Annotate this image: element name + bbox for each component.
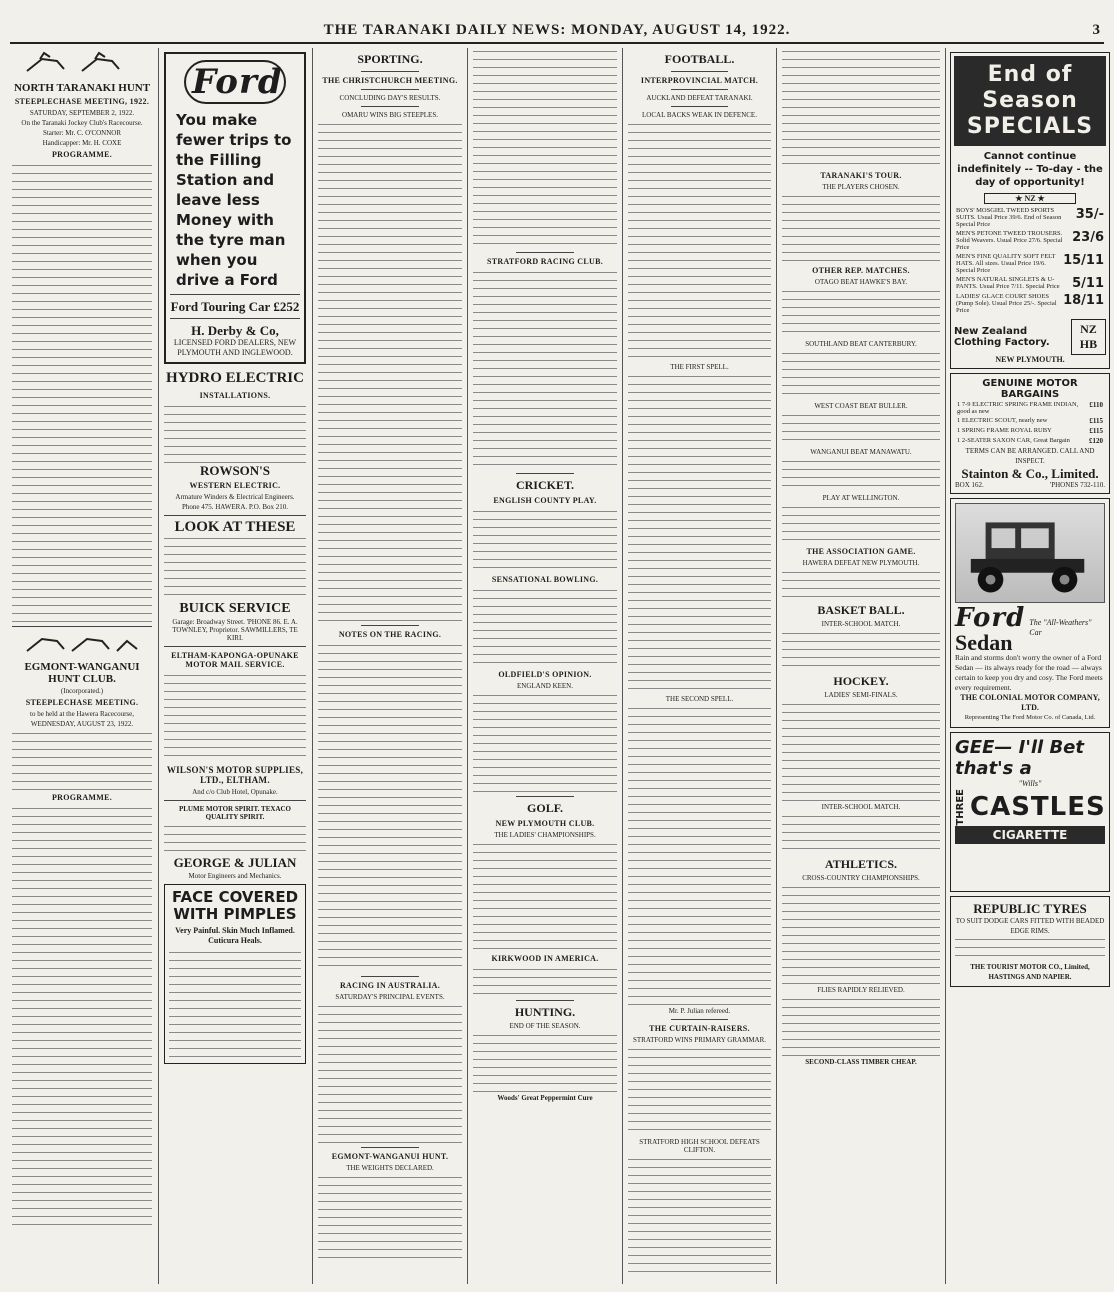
eos-item <box>954 229 1106 252</box>
plume-heading: PLUME MOTOR SPIRIT. TEXACO QUALITY SPIRIT. <box>178 805 291 821</box>
eos-item <box>954 275 1106 292</box>
flies-heading: FLIES RAPIDLY RELIEVED. <box>817 986 905 994</box>
gee-text: GEE— I'll Bet that's a <box>955 737 1084 779</box>
bargain-price: £120 <box>1089 437 1103 445</box>
republic-sub: TO SUIT DODGE CARS FITTED WITH BEADED EDGE RIMS. <box>955 917 1105 935</box>
rowson-contact: Phone 475. HAWERA. P.O. Box 210. <box>182 503 288 511</box>
ford-logo: Ford <box>184 60 286 104</box>
eos-item-label: BOYS' MOSGIEL TWEED SPORTS SUITS. Usual Price 39/6. End of Season Special Price <box>956 207 1062 228</box>
bargain-item <box>955 400 1105 416</box>
terms: TERMS CAN BE ARRANGED. CALL AND INSPECT. <box>965 447 1095 465</box>
page-number: 3 <box>1092 22 1100 38</box>
school-match-report <box>628 1156 771 1276</box>
wilson-sub: And c/o Club Hotel, Opunake. <box>192 788 278 796</box>
bargain-list <box>955 400 1105 446</box>
bargain-price: £115 <box>1089 427 1103 435</box>
tour-heading: TARANAKI'S TOUR. <box>820 171 902 180</box>
column-sporting <box>318 48 462 1284</box>
george-sub: Motor Engineers and Mechanics. <box>188 872 282 880</box>
column-football <box>628 48 771 1284</box>
column-large-ads <box>950 48 1110 1284</box>
golf-report <box>473 841 617 951</box>
stratford-wins-heading: STRATFORD WINS PRIMARY GRAMMAR. <box>632 1036 767 1044</box>
wellington-heading: PLAY AT WELLINGTON. <box>822 494 900 502</box>
christchurch-report <box>318 121 462 621</box>
end-season-heading: END OF THE SEASON. <box>509 1022 581 1030</box>
race1-entries <box>12 162 152 622</box>
english-heading: ENGLISH COUNTY PLAY. <box>493 496 597 505</box>
column-race-notices <box>12 48 152 1284</box>
flies-report <box>782 996 940 1056</box>
three-castles-ad <box>950 732 1110 892</box>
wills-label: "Wills" <box>1018 779 1042 788</box>
eos-item <box>954 206 1106 229</box>
race2-officials <box>12 730 152 790</box>
bargain-label: 1 2-SEATER SAXON CAR, Great Bargain <box>957 437 1070 444</box>
ladies-heading: THE LADIES' CHAMPIONSHIPS. <box>494 831 596 839</box>
ford-slogan: You make fewer trips to the Filling Station and leave less Money with the tyre man when you drive a Ford <box>176 111 292 289</box>
omaru-heading: OMARU WINS BIG STEEPLES. <box>342 111 438 119</box>
hawera-np-heading: HAWERA DEFEAT NEW PLYMOUTH. <box>802 559 920 567</box>
players-report <box>782 193 940 263</box>
stainton-name: Stainton & Co., Limited. <box>961 466 1099 481</box>
england-keen-heading: ENGLAND KEEN. <box>517 682 573 690</box>
wanganui-heading: WANGANUI BEAT MANAWATU. <box>810 448 912 456</box>
look-heading: LOOK AT THESE <box>174 519 296 535</box>
notes-heading: NOTES ON THE RACING. <box>338 630 442 639</box>
np-label: NEW PLYMOUTH. <box>995 355 1065 364</box>
australia-report <box>318 1003 462 1143</box>
stainton-contact <box>955 481 1105 489</box>
golf-heading: GOLF. <box>527 801 563 815</box>
sedan-illustration <box>955 503 1105 603</box>
bargain-item <box>955 416 1105 426</box>
rowson-tag: Armature Winders & Electrical Engineers. <box>175 493 295 501</box>
eos-item-price: 5/11 <box>1072 276 1104 291</box>
eos-item-label: LADIES' GLACE COURT SHOES (Pump Sole). Usual Price 25/-. Special Price <box>956 293 1057 314</box>
race1-handicapper: Handicapper: Mr. H. COXE <box>42 139 122 147</box>
hockey-heading: HOCKEY. <box>833 674 889 688</box>
interschool2-report <box>782 813 940 853</box>
athletics-report <box>782 884 940 984</box>
column-rule <box>467 48 468 1284</box>
buick-sub: Garage: Broadway Street. 'PHONE 86. E. A. TOWNLEY, Proprietor. SAWMILLERS, TE KIRI. <box>172 618 298 642</box>
newspaper-title: THE TARANAKI DAILY NEWS: MONDAY, AUGUST 14, 1922. <box>323 22 791 38</box>
stratford-heading: STRATFORD RACING CLUB. <box>486 257 604 266</box>
hunters-icon <box>22 631 142 655</box>
nz-clothing-row <box>954 319 1106 355</box>
plume-copy <box>164 823 306 855</box>
castles-row <box>955 789 1105 826</box>
eos-item-list <box>954 206 1106 315</box>
rowson-heading: ROWSON'S <box>199 463 271 478</box>
sedan-car-icon <box>956 504 1104 604</box>
wanganui-report <box>782 458 940 492</box>
horse-rider-icon <box>22 51 142 75</box>
english-report <box>473 508 617 572</box>
race2-entries <box>12 805 152 1225</box>
look-copy <box>164 535 306 601</box>
end-of-season-ad <box>950 52 1110 369</box>
football-heading: FOOTBALL. <box>664 52 735 66</box>
column-rule <box>158 48 159 1284</box>
basketball-heading: BASKET BALL. <box>817 603 905 617</box>
otago-report <box>782 288 940 338</box>
australia-heading: RACING IN AUSTRALIA. <box>339 981 440 990</box>
column-rule <box>776 48 777 1284</box>
hunt-illustration <box>12 631 152 657</box>
timber-heading: SECOND-CLASS TIMBER CHEAP. <box>805 1058 917 1066</box>
eos-item-label: MEN'S FINE QUALITY SOFT FELT HATS. All sizes. Usual Price 19/6. Special Price <box>956 253 1056 274</box>
all-weathers: The "All-Weathers" Car <box>1029 618 1092 637</box>
eos-item-label: MEN'S NATURAL SINGLETS & U-PANTS. Usual Price 7/11. Special Price <box>956 276 1060 290</box>
race1-starter: Starter: Mr. C. O'CONNOR <box>42 129 122 137</box>
ladies-semi-heading: LADIES' SEMI-FINALS. <box>824 691 898 699</box>
first-spell-report <box>628 373 771 693</box>
derby-name: H. Derby & Co, <box>191 323 279 338</box>
ford-touring: Ford Touring Car £252 <box>170 299 300 314</box>
wellington-report <box>782 504 940 544</box>
republic-heading: REPUBLIC TYRES <box>973 901 1087 916</box>
bargain-price: £110 <box>1089 401 1103 409</box>
eos-title: End of Season SPECIALS <box>954 56 1106 146</box>
otago-heading: OTAGO BEAT HAWKE'S BAY. <box>814 278 908 286</box>
column-rule <box>312 48 313 1284</box>
programme2-label: PROGRAMME. <box>51 793 113 802</box>
race1-title: NORTH TARANAKI HUNT <box>13 82 151 94</box>
eos-item-label: MEN'S PETONE TWEED TROUSERS. Solid Weavers. Usual Price 27/6. Special Price <box>956 230 1063 251</box>
race1-sub: STEEPLECHASE MEETING, 1922. <box>14 97 150 106</box>
castles-label: CASTLES <box>970 792 1106 823</box>
hunting-report <box>473 1032 617 1092</box>
eos-item-price: 35/- <box>1075 207 1104 222</box>
race1-venue: On the Taranaki Jockey Club's Racecourse. <box>21 119 143 127</box>
curtain-report <box>628 1046 771 1136</box>
eos-item <box>954 292 1106 315</box>
oldfield-report <box>473 692 617 792</box>
pimples-heading: FACE COVERED WITH PIMPLES <box>171 888 299 923</box>
eos-cannot: Cannot continue indefinitely -- To-day - the day of opportunity! <box>957 151 1103 188</box>
genuine-heading: GENUINE MOTOR BARGAINS <box>982 378 1078 400</box>
george-heading: GEORGE & JULIAN <box>173 855 297 870</box>
interschool2-heading: INTER-SCHOOL MATCH. <box>821 803 901 811</box>
sedan-heading: Sedan <box>955 630 1013 655</box>
players-heading: THE PLAYERS CHOSEN. <box>822 183 900 191</box>
eltham-heading: ELTHAM-KAPONGA-OPUNAKE MOTOR MAIL SERVICE. <box>171 651 299 669</box>
hydro-copy <box>164 403 306 463</box>
column-cricket-golf <box>473 48 617 1284</box>
kirkwood-report <box>473 966 617 996</box>
basketball-report <box>782 630 940 670</box>
race2-date: WEDNESDAY, AUGUST 23, 1922. <box>30 720 134 728</box>
nzhb-logo: NZ HB <box>1071 319 1106 355</box>
race2-venue: to be held at the Hawera Racecourse, <box>30 710 134 718</box>
interprovincial-heading: INTERPROVINCIAL MATCH. <box>640 76 759 85</box>
southland-heading: SOUTHLAND BEAT CANTERBURY. <box>805 340 917 348</box>
race2-inc: (Incorporated.) <box>60 687 104 695</box>
race2-title: EGMONT-WANGANUI HUNT CLUB. <box>24 661 140 685</box>
west-coast-heading: WEST COAST BEAT BULLER. <box>814 402 908 410</box>
column-rule <box>945 48 946 1284</box>
cross-country-heading: CROSS-COUNTRY CHAMPIONSHIPS. <box>802 874 920 882</box>
derby-sub: LICENSED FORD DEALERS, NEW PLYMOUTH AND INGLEWOOD. <box>173 338 297 357</box>
weights-heading: THE WEIGHTS DECLARED. <box>346 1164 434 1172</box>
hunting-heading: HUNTING. <box>514 1005 576 1019</box>
race1-date: SATURDAY, SEPTEMBER 2, 1922. <box>29 109 135 117</box>
colonial-sub: Representing The Ford Motor Co. of Canada, Ltd. <box>964 714 1096 721</box>
sedan-heading-row <box>955 603 1105 653</box>
bargain-label: 1 7-9 ELECTRIC SPRING FRAME INDIAN, good as new <box>957 401 1079 415</box>
rowson-sub: WESTERN ELECTRIC. <box>189 481 281 490</box>
other-heading: OTHER REP. MATCHES. <box>812 266 910 275</box>
football-report <box>628 121 771 361</box>
second-spell-report <box>628 705 771 1005</box>
sporting-heading: SPORTING. <box>357 52 423 66</box>
hockey-report <box>782 701 940 801</box>
bargain-label: 1 SPRING FRAME ROYAL RUBY <box>957 427 1052 434</box>
eos-item-price: 15/11 <box>1063 253 1104 268</box>
nz-clothing: New Zealand Clothing Factory. <box>954 326 1050 348</box>
association-heading: THE ASSOCIATION GAME. <box>806 547 916 556</box>
oldfield-heading: OLDFIELD'S OPINION. <box>498 670 592 679</box>
interschool-heading: INTER-SCHOOL MATCH. <box>821 620 901 628</box>
cricket-heading: CRICKET. <box>515 478 575 492</box>
eos-item-price: 23/6 <box>1072 230 1104 245</box>
saturday-heading: SATURDAY'S PRINCIPAL EVENTS. <box>335 993 445 1001</box>
stainton-box: BOX 162. <box>955 481 984 489</box>
athletics-heading: ATHLETICS. <box>824 857 898 871</box>
kirkwood-heading: KIRKWOOD IN AMERICA. <box>491 954 599 963</box>
bargain-label: 1 ELECTRIC SCOUT, nearly new <box>957 417 1048 424</box>
pimples-sub: Very Painful. Skin Much Inflamed. Cuticura Heals. <box>175 926 295 945</box>
stainton-ad <box>950 373 1110 494</box>
bowling-report <box>473 587 617 667</box>
masthead <box>10 22 1104 44</box>
eos-item <box>954 252 1106 275</box>
weights-report <box>318 1174 462 1264</box>
stratford-report <box>473 269 617 469</box>
republic-ad <box>950 896 1110 987</box>
sedan-copy: Rain and storms don't worry the owner of a Ford Sedan — its always ready for the road — always certain to keep you dry and cosy. The Ford meets every requirement. <box>955 653 1103 692</box>
school-match-heading: STRATFORD HIGH SCHOOL DEFEATS CLIFTON. <box>639 1138 760 1154</box>
woods-ad: Woods' Great Peppermint Cure <box>497 1094 593 1102</box>
concluding-heading: CONCLUDING DAY'S RESULTS. <box>339 94 441 102</box>
sedan-ford-logo: Ford <box>955 603 1026 633</box>
programme-label: PROGRAMME. <box>51 150 113 159</box>
local-backs-heading: LOCAL BACKS WEAK IN DEFENCE. <box>642 111 757 119</box>
ford-ad <box>164 52 306 364</box>
race-results-continued <box>473 48 617 248</box>
bargain-price: £115 <box>1089 417 1103 425</box>
second-spell-heading: THE SECOND SPELL. <box>665 695 734 703</box>
egmont-heading: EGMONT-WANGANUI HUNT. <box>331 1152 449 1161</box>
column-rep-matches <box>782 48 940 1284</box>
association-report <box>782 569 940 599</box>
npclub-heading: NEW PLYMOUTH CLUB. <box>495 819 595 828</box>
christchurch-heading: THE CHRISTCHURCH MEETING. <box>322 76 458 85</box>
wilson-heading: WILSON'S MOTOR SUPPLIES, LTD., ELTHAM. <box>166 765 304 785</box>
three-label: THREE <box>955 789 966 826</box>
tourist-name: THE TOURIST MOTOR CO., Limited, HASTINGS AND NAPIER. <box>970 963 1090 981</box>
nz-logo-small: ★ NZ ★ <box>984 193 1076 204</box>
referee: Mr. P. Julian refereed. <box>668 1007 731 1015</box>
column-ads <box>164 48 306 1284</box>
notes-report <box>318 642 462 972</box>
first-spell-heading: THE FIRST SPELL. <box>670 363 729 371</box>
bargain-item <box>955 436 1105 446</box>
west-coast-report <box>782 412 940 446</box>
buick-heading: BUICK SERVICE <box>179 601 291 616</box>
column-rule <box>622 48 623 1284</box>
stainton-phone: 'PHONES 732-110. <box>1049 481 1105 489</box>
eltham-copy <box>164 672 306 762</box>
cigarette-label: CIGARETTE <box>955 826 1105 844</box>
curtain-heading: THE CURTAIN-RAISERS. <box>649 1024 750 1033</box>
football-report-continued <box>782 48 940 168</box>
installations: INSTALLATIONS. <box>199 391 271 400</box>
republic-copy <box>955 936 1105 962</box>
hydro-heading: HYDRO ELECTRIC <box>166 370 304 386</box>
eos-item-price: 18/11 <box>1063 293 1104 308</box>
race2-sub: STEEPLECHASE MEETING. <box>25 698 139 707</box>
horse-illustration <box>12 48 152 78</box>
bargain-item <box>955 426 1105 436</box>
southland-report <box>782 350 940 400</box>
cuticura-ad <box>164 884 306 1064</box>
ford-sedan-ad <box>950 498 1110 728</box>
bowling-heading: SENSATIONAL BOWLING. <box>491 575 599 584</box>
pimples-copy <box>169 949 301 1059</box>
colonial-name: THE COLONIAL MOTOR COMPANY, LTD. <box>960 693 1100 712</box>
auckland-heading: AUCKLAND DEFEAT TARANAKI. <box>646 94 753 102</box>
